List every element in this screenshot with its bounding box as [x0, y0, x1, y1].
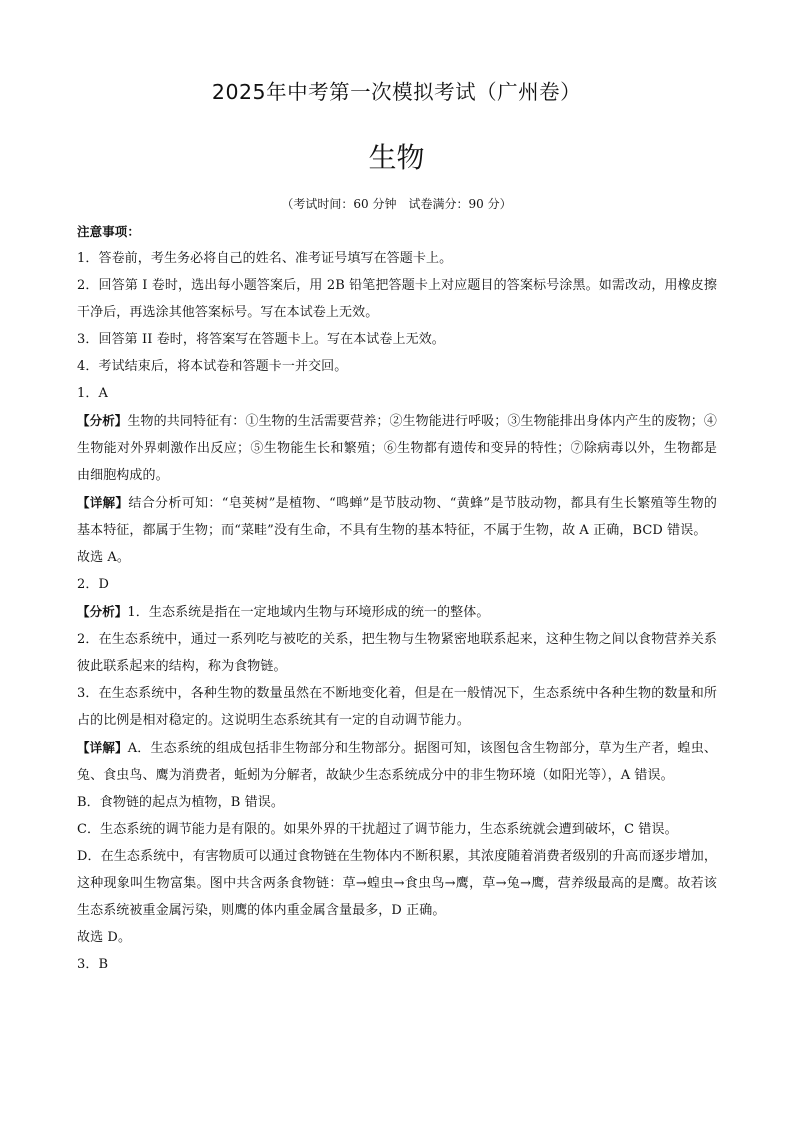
q2-analysis — [77, 598, 717, 626]
q1-detail-text: 结合分析可知：“皂荚树”是植物、“鸣蝉”是节肢动物、“黄蜂”是节肢动物，都具有生长繁殖等生物的基本特征，都属于生物；而“菜畦”没有生命，不具有生物的基本特征，不属于生物，故 A 正确，BCD 错误。 — [77, 496, 718, 538]
q2-point-3: 3．在生态系统中，各种生物的数量虽然在不断地变化着，但是在一般情况下，生态系统中各种生物的数量和所占的比例是相对稳定的。这说明生态系统其有一定的自动调节能力。 — [77, 686, 717, 728]
notice-item-3: 3．回答第 II 卷时，将答案写在答题卡上。写在本试卷上无效。 — [77, 332, 445, 347]
q1-analysis — [77, 407, 717, 489]
notice-item-4: 4．考试结束后，将本试卷和答题卡一并交回。 — [77, 359, 348, 374]
q2-detail-text: A．生态系统的组成包括非生物部分和生物部分。据图可知，该图包含生物部分，草为生产者，蝗虫、兔、食虫鸟、鹰为消费者，蚯蚓为分解者，故缺少生态系统成分中的非生物环境（如阳光等），A 错误。 — [77, 741, 718, 783]
q2-number: 2．D — [77, 577, 109, 592]
q2-option-b: B．食物链的起点为植物，B 错误。 — [77, 795, 284, 810]
q1-conclusion: 故选 A。 — [77, 550, 131, 565]
notice-heading: 注意事项： — [77, 224, 141, 239]
analysis-tag: 【分析】 — [77, 413, 128, 428]
q1-detail — [77, 489, 717, 544]
q2-analysis-text: 1．生态系统是指在一定地域内生物与环境形成的统一的整体。 — [127, 605, 490, 620]
notice-item-2: 2．回答第 I 卷时，选出每小题答案后，用 2B 铅笔把答题卡上对应题目的答案标号涂黑。如需改动，用橡皮擦干净后，再选涂其他答案标号。写在本试卷上无效。 — [77, 278, 717, 320]
q2-point-2: 2．在生态系统中，通过一系列吃与被吃的关系，把生物与生物紧密地联系起来，这种生物之间以食物营养关系彼此联系起来的结构，称为食物链。 — [77, 632, 717, 674]
exam-info: （考试时间：60 分钟 试卷满分：90 分） — [281, 197, 512, 211]
q3-number: 3．B — [77, 957, 109, 972]
q1-analysis-text: 生物的共同特征有：①生物的生活需要营养；②生物能进行呼吸；③生物能排出身体内产生的废物；④生物能对外界刺激作出反应；⑤生物能生长和繁殖；⑥生物都有遗传和变异的特性；⑦除病毒以外，生物都是由细胞构成的。 — [77, 414, 717, 483]
notice-item-1: 1．答卷前，考生务必将自己的姓名、准考证号填写在答题卡上。 — [77, 251, 453, 266]
page-title: 2025年中考第一次模拟考试（广州卷） — [211, 80, 582, 104]
q2-option-c: C．生态系统的调节能力是有限的。如果外界的干扰超过了调节能力，生态系统就会遭到破坏，C 错误。 — [77, 822, 678, 837]
q2-detail — [77, 734, 717, 789]
q1-number: 1．A — [77, 386, 108, 401]
detail-tag: 【详解】 — [77, 740, 128, 755]
q2-conclusion: 故选 D。 — [77, 930, 132, 945]
q2-option-d: D．在生态系统中，有害物质可以通过食物链在生物体内不断积累，其浓度随着消费者级别的升高而逐步增加，这种现象叫生物富集。图中共含两条食物链：草→蝗虫→食虫鸟→鹰，草→兔→鹰，营养级最高的是鹰。故若该生态系统被重金属污染，则鹰的体内重金属含量最多，D 正确。 — [77, 849, 717, 918]
analysis-tag: 【分析】 — [77, 604, 128, 619]
detail-tag: 【详解】 — [77, 495, 129, 510]
document-body — [77, 218, 717, 978]
subject-title: 生物 — [368, 141, 425, 174]
